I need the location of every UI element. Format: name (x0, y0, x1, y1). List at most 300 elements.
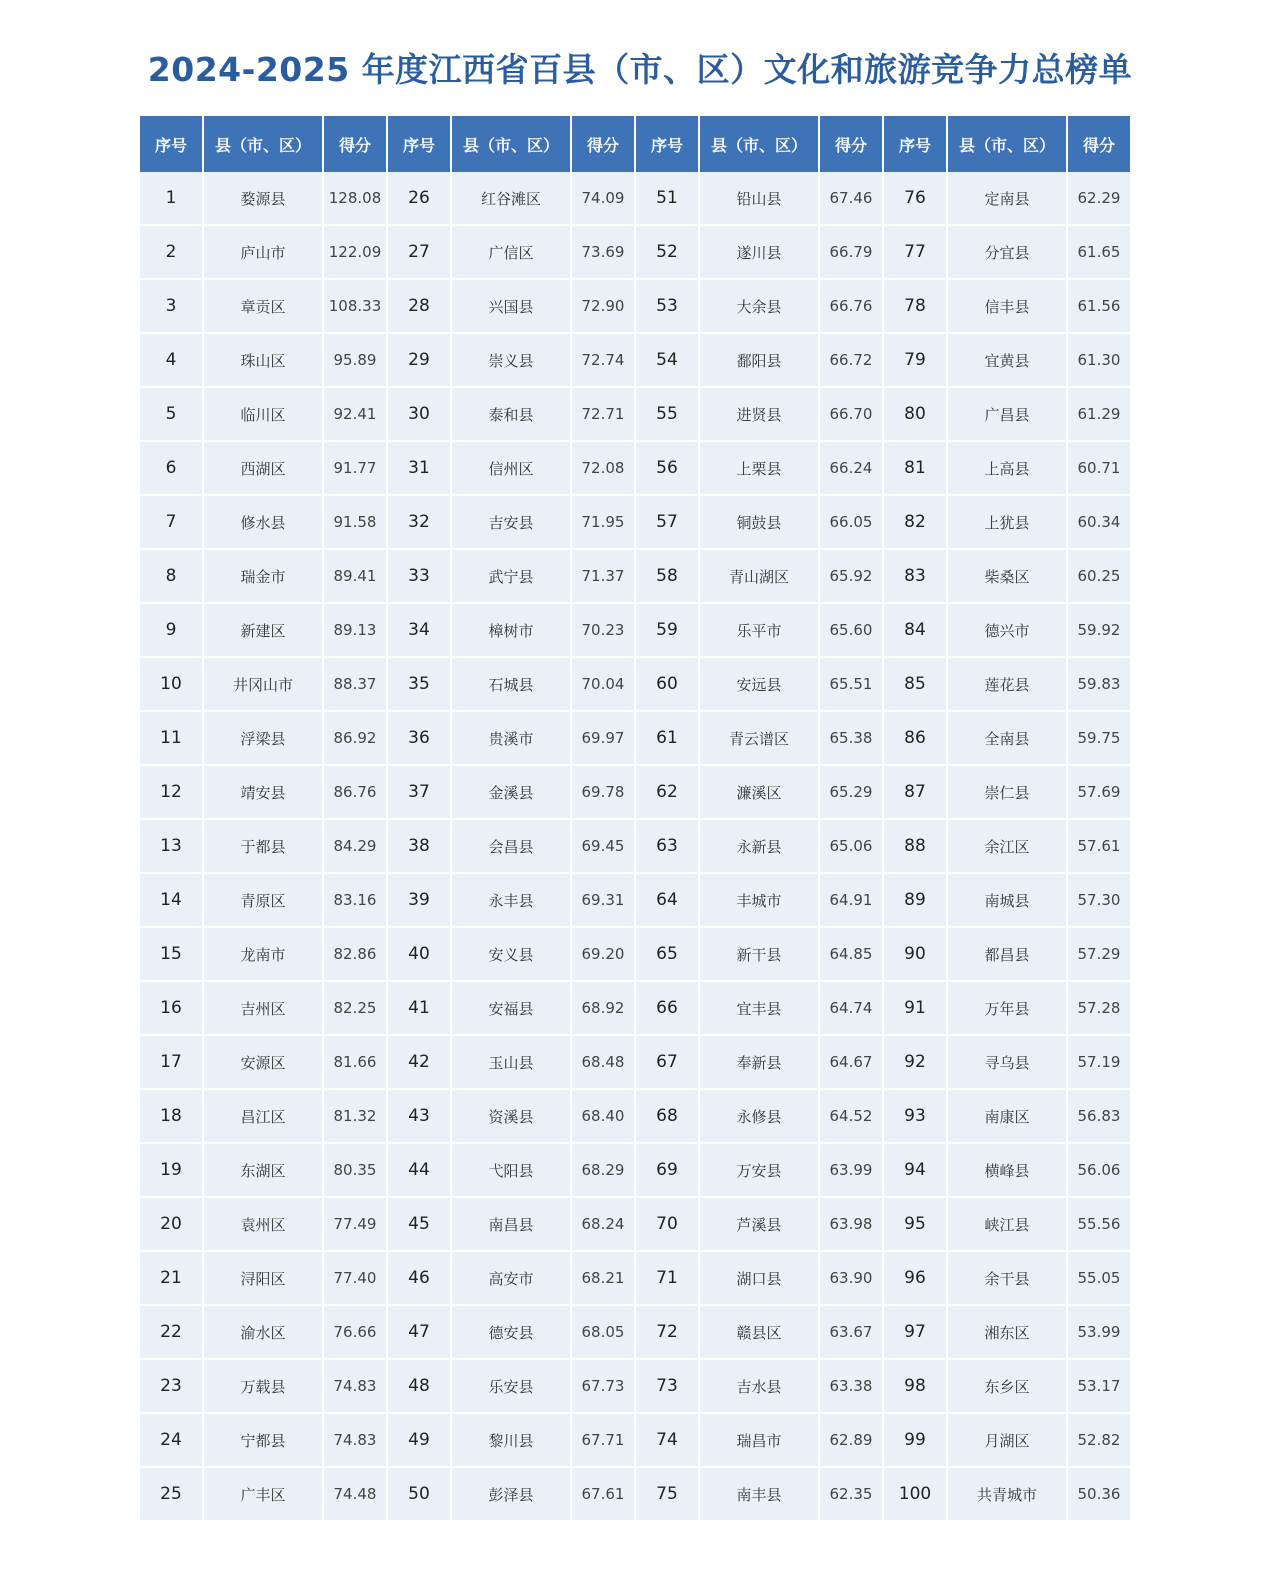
table-row (140, 334, 1130, 388)
score: 53.99 (1068, 1306, 1130, 1360)
score: 64.74 (820, 982, 882, 1036)
score: 77.40 (324, 1252, 386, 1306)
rank-number: 57 (636, 496, 698, 550)
table-row (140, 712, 1130, 766)
county-name: 上高县 (948, 442, 1066, 496)
score: 128.08 (324, 172, 386, 226)
county-name: 庐山市 (204, 226, 322, 280)
table-row (140, 172, 1130, 226)
score: 61.30 (1068, 334, 1130, 388)
county-name: 靖安县 (204, 766, 322, 820)
table-row (140, 820, 1130, 874)
score: 82.25 (324, 982, 386, 1036)
county-name: 寻乌县 (948, 1036, 1066, 1090)
score: 65.38 (820, 712, 882, 766)
score: 86.76 (324, 766, 386, 820)
rank-number: 28 (388, 280, 450, 334)
score: 57.61 (1068, 820, 1130, 874)
score: 88.37 (324, 658, 386, 712)
rank-number: 51 (636, 172, 698, 226)
score: 55.05 (1068, 1252, 1130, 1306)
score: 65.92 (820, 550, 882, 604)
score: 56.83 (1068, 1090, 1130, 1144)
header-no: 序号 (140, 116, 202, 172)
score: 67.73 (572, 1360, 634, 1414)
rank-number: 48 (388, 1360, 450, 1414)
county-name: 袁州区 (204, 1198, 322, 1252)
county-name: 青云谱区 (700, 712, 818, 766)
rank-number: 100 (884, 1468, 946, 1522)
rank-number: 86 (884, 712, 946, 766)
county-name: 红谷滩区 (452, 172, 570, 226)
rank-number: 47 (388, 1306, 450, 1360)
score: 64.91 (820, 874, 882, 928)
rank-number: 60 (636, 658, 698, 712)
county-name: 会昌县 (452, 820, 570, 874)
county-name: 东湖区 (204, 1144, 322, 1198)
county-name: 珠山区 (204, 334, 322, 388)
header-name: 县（市、区） (204, 116, 322, 172)
score: 74.83 (324, 1360, 386, 1414)
score: 65.51 (820, 658, 882, 712)
county-name: 浔阳区 (204, 1252, 322, 1306)
table-row (140, 1468, 1130, 1522)
score: 92.41 (324, 388, 386, 442)
score: 62.89 (820, 1414, 882, 1468)
table-row (140, 388, 1130, 442)
rank-number: 68 (636, 1090, 698, 1144)
county-name: 横峰县 (948, 1144, 1066, 1198)
rank-number: 22 (140, 1306, 202, 1360)
score: 59.92 (1068, 604, 1130, 658)
score: 72.71 (572, 388, 634, 442)
score: 67.71 (572, 1414, 634, 1468)
header-no: 序号 (388, 116, 450, 172)
county-name: 共青城市 (948, 1468, 1066, 1522)
rank-number: 32 (388, 496, 450, 550)
county-name: 新建区 (204, 604, 322, 658)
table-row (140, 442, 1130, 496)
score: 69.20 (572, 928, 634, 982)
county-name: 井冈山市 (204, 658, 322, 712)
score: 65.06 (820, 820, 882, 874)
county-name: 章贡区 (204, 280, 322, 334)
rank-number: 34 (388, 604, 450, 658)
rank-number: 58 (636, 550, 698, 604)
score: 57.69 (1068, 766, 1130, 820)
county-name: 资溪县 (452, 1090, 570, 1144)
county-name: 德安县 (452, 1306, 570, 1360)
score: 66.24 (820, 442, 882, 496)
score: 71.37 (572, 550, 634, 604)
county-name: 柴桑区 (948, 550, 1066, 604)
county-name: 濂溪区 (700, 766, 818, 820)
county-name: 弋阳县 (452, 1144, 570, 1198)
score: 68.40 (572, 1090, 634, 1144)
score: 81.32 (324, 1090, 386, 1144)
score: 68.24 (572, 1198, 634, 1252)
rank-number: 78 (884, 280, 946, 334)
score: 53.17 (1068, 1360, 1130, 1414)
header-no: 序号 (884, 116, 946, 172)
rank-number: 5 (140, 388, 202, 442)
score: 63.99 (820, 1144, 882, 1198)
county-name: 南康区 (948, 1090, 1066, 1144)
county-name: 金溪县 (452, 766, 570, 820)
score: 68.92 (572, 982, 634, 1036)
score: 72.08 (572, 442, 634, 496)
rank-number: 49 (388, 1414, 450, 1468)
header-name: 县（市、区） (700, 116, 818, 172)
table-row (140, 496, 1130, 550)
rank-number: 95 (884, 1198, 946, 1252)
rank-number: 2 (140, 226, 202, 280)
rank-number: 59 (636, 604, 698, 658)
header-score: 得分 (820, 116, 882, 172)
county-name: 新干县 (700, 928, 818, 982)
rank-number: 83 (884, 550, 946, 604)
county-name: 昌江区 (204, 1090, 322, 1144)
rank-number: 64 (636, 874, 698, 928)
score: 69.45 (572, 820, 634, 874)
score: 91.58 (324, 496, 386, 550)
table-row (140, 1252, 1130, 1306)
county-name: 永修县 (700, 1090, 818, 1144)
rank-number: 17 (140, 1036, 202, 1090)
county-name: 瑞金市 (204, 550, 322, 604)
rank-number: 88 (884, 820, 946, 874)
county-name: 浮梁县 (204, 712, 322, 766)
page-title: 2024-2025 年度江西省百县（市、区）文化和旅游竞争力总榜单 (147, 50, 1133, 89)
table-row (140, 226, 1130, 280)
county-name: 赣县区 (700, 1306, 818, 1360)
table-row (140, 1198, 1130, 1252)
table-row (140, 766, 1130, 820)
score: 89.13 (324, 604, 386, 658)
county-name: 德兴市 (948, 604, 1066, 658)
score: 55.56 (1068, 1198, 1130, 1252)
county-name: 崇义县 (452, 334, 570, 388)
county-name: 丰城市 (700, 874, 818, 928)
rank-number: 84 (884, 604, 946, 658)
score: 60.71 (1068, 442, 1130, 496)
rank-number: 36 (388, 712, 450, 766)
rank-number: 10 (140, 658, 202, 712)
rank-number: 30 (388, 388, 450, 442)
table-row (140, 928, 1130, 982)
rank-number: 44 (388, 1144, 450, 1198)
score: 57.29 (1068, 928, 1130, 982)
header-name: 县（市、区） (948, 116, 1066, 172)
score: 72.74 (572, 334, 634, 388)
score: 63.98 (820, 1198, 882, 1252)
county-name: 宜黄县 (948, 334, 1066, 388)
county-name: 安福县 (452, 982, 570, 1036)
rank-number: 1 (140, 172, 202, 226)
rank-number: 97 (884, 1306, 946, 1360)
table-row (140, 1144, 1130, 1198)
rank-number: 3 (140, 280, 202, 334)
rank-number: 90 (884, 928, 946, 982)
rank-number: 40 (388, 928, 450, 982)
rank-number: 31 (388, 442, 450, 496)
score: 57.30 (1068, 874, 1130, 928)
score: 65.60 (820, 604, 882, 658)
county-name: 全南县 (948, 712, 1066, 766)
table-row (140, 604, 1130, 658)
county-name: 南城县 (948, 874, 1066, 928)
score: 74.83 (324, 1414, 386, 1468)
county-name: 南丰县 (700, 1468, 818, 1522)
table-row (140, 1090, 1130, 1144)
rank-number: 70 (636, 1198, 698, 1252)
county-name: 芦溪县 (700, 1198, 818, 1252)
score: 76.66 (324, 1306, 386, 1360)
county-name: 进贤县 (700, 388, 818, 442)
rank-number: 9 (140, 604, 202, 658)
county-name: 安义县 (452, 928, 570, 982)
ranking-body (140, 172, 1130, 1522)
score: 67.46 (820, 172, 882, 226)
rank-number: 12 (140, 766, 202, 820)
rank-number: 80 (884, 388, 946, 442)
table-row (140, 1414, 1130, 1468)
score: 63.38 (820, 1360, 882, 1414)
rank-number: 42 (388, 1036, 450, 1090)
header-row (140, 116, 1130, 172)
county-name: 安源区 (204, 1036, 322, 1090)
rank-number: 50 (388, 1468, 450, 1522)
rank-number: 75 (636, 1468, 698, 1522)
county-name: 万安县 (700, 1144, 818, 1198)
score: 73.69 (572, 226, 634, 280)
score: 71.95 (572, 496, 634, 550)
rank-number: 21 (140, 1252, 202, 1306)
rank-number: 63 (636, 820, 698, 874)
county-name: 分宜县 (948, 226, 1066, 280)
score: 59.83 (1068, 658, 1130, 712)
score: 61.56 (1068, 280, 1130, 334)
score: 60.25 (1068, 550, 1130, 604)
rank-number: 4 (140, 334, 202, 388)
score: 69.97 (572, 712, 634, 766)
county-name: 信州区 (452, 442, 570, 496)
score: 57.19 (1068, 1036, 1130, 1090)
score: 64.85 (820, 928, 882, 982)
county-name: 彭泽县 (452, 1468, 570, 1522)
rank-number: 94 (884, 1144, 946, 1198)
county-name: 信丰县 (948, 280, 1066, 334)
score: 74.48 (324, 1468, 386, 1522)
county-name: 武宁县 (452, 550, 570, 604)
county-name: 余江区 (948, 820, 1066, 874)
county-name: 玉山县 (452, 1036, 570, 1090)
county-name: 樟树市 (452, 604, 570, 658)
county-name: 吉安县 (452, 496, 570, 550)
county-name: 都昌县 (948, 928, 1066, 982)
rank-number: 13 (140, 820, 202, 874)
score: 66.05 (820, 496, 882, 550)
score: 61.29 (1068, 388, 1130, 442)
county-name: 广丰区 (204, 1468, 322, 1522)
county-name: 乐安县 (452, 1360, 570, 1414)
score: 62.35 (820, 1468, 882, 1522)
rank-number: 39 (388, 874, 450, 928)
score: 56.06 (1068, 1144, 1130, 1198)
rank-number: 24 (140, 1414, 202, 1468)
score: 68.21 (572, 1252, 634, 1306)
rank-number: 82 (884, 496, 946, 550)
county-name: 上栗县 (700, 442, 818, 496)
county-name: 上犹县 (948, 496, 1066, 550)
ranking-table (138, 116, 1132, 1522)
rank-number: 35 (388, 658, 450, 712)
county-name: 瑞昌市 (700, 1414, 818, 1468)
county-name: 黎川县 (452, 1414, 570, 1468)
table-row (140, 1036, 1130, 1090)
county-name: 永新县 (700, 820, 818, 874)
score: 68.29 (572, 1144, 634, 1198)
county-name: 永丰县 (452, 874, 570, 928)
rank-number: 6 (140, 442, 202, 496)
county-name: 铜鼓县 (700, 496, 818, 550)
score: 60.34 (1068, 496, 1130, 550)
rank-number: 73 (636, 1360, 698, 1414)
county-name: 定南县 (948, 172, 1066, 226)
county-name: 遂川县 (700, 226, 818, 280)
county-name: 万载县 (204, 1360, 322, 1414)
score: 84.29 (324, 820, 386, 874)
rank-number: 54 (636, 334, 698, 388)
rank-number: 14 (140, 874, 202, 928)
table-row (140, 874, 1130, 928)
rank-number: 71 (636, 1252, 698, 1306)
county-name: 莲花县 (948, 658, 1066, 712)
rank-number: 19 (140, 1144, 202, 1198)
score: 122.09 (324, 226, 386, 280)
header-name: 县（市、区） (452, 116, 570, 172)
county-name: 高安市 (452, 1252, 570, 1306)
rank-number: 96 (884, 1252, 946, 1306)
rank-number: 52 (636, 226, 698, 280)
county-name: 南昌县 (452, 1198, 570, 1252)
score: 70.04 (572, 658, 634, 712)
county-name: 乐平市 (700, 604, 818, 658)
rank-number: 87 (884, 766, 946, 820)
score: 50.36 (1068, 1468, 1130, 1522)
score: 91.77 (324, 442, 386, 496)
score: 62.29 (1068, 172, 1130, 226)
score: 66.70 (820, 388, 882, 442)
county-name: 修水县 (204, 496, 322, 550)
score: 61.65 (1068, 226, 1130, 280)
header-score: 得分 (324, 116, 386, 172)
score: 68.48 (572, 1036, 634, 1090)
table-row (140, 982, 1130, 1036)
score: 67.61 (572, 1468, 634, 1522)
rank-number: 65 (636, 928, 698, 982)
rank-number: 7 (140, 496, 202, 550)
rank-number: 98 (884, 1360, 946, 1414)
rank-number: 79 (884, 334, 946, 388)
rank-number: 33 (388, 550, 450, 604)
county-name: 铅山县 (700, 172, 818, 226)
rank-number: 26 (388, 172, 450, 226)
rank-number: 77 (884, 226, 946, 280)
score: 89.41 (324, 550, 386, 604)
score: 80.35 (324, 1144, 386, 1198)
county-name: 于都县 (204, 820, 322, 874)
county-name: 崇仁县 (948, 766, 1066, 820)
county-name: 鄱阳县 (700, 334, 818, 388)
score: 64.52 (820, 1090, 882, 1144)
score: 77.49 (324, 1198, 386, 1252)
county-name: 兴国县 (452, 280, 570, 334)
rank-number: 72 (636, 1306, 698, 1360)
score: 69.78 (572, 766, 634, 820)
county-name: 渝水区 (204, 1306, 322, 1360)
county-name: 广昌县 (948, 388, 1066, 442)
county-name: 奉新县 (700, 1036, 818, 1090)
score: 64.67 (820, 1036, 882, 1090)
score: 69.31 (572, 874, 634, 928)
rank-number: 18 (140, 1090, 202, 1144)
county-name: 临川区 (204, 388, 322, 442)
score: 108.33 (324, 280, 386, 334)
header-score: 得分 (572, 116, 634, 172)
rank-number: 62 (636, 766, 698, 820)
rank-number: 76 (884, 172, 946, 226)
rank-number: 25 (140, 1468, 202, 1522)
county-name: 峡江县 (948, 1198, 1066, 1252)
rank-number: 41 (388, 982, 450, 1036)
table-row (140, 1360, 1130, 1414)
table-row (140, 280, 1130, 334)
county-name: 月湖区 (948, 1414, 1066, 1468)
county-name: 吉州区 (204, 982, 322, 1036)
rank-number: 27 (388, 226, 450, 280)
score: 70.23 (572, 604, 634, 658)
county-name: 青山湖区 (700, 550, 818, 604)
rank-number: 66 (636, 982, 698, 1036)
rank-number: 69 (636, 1144, 698, 1198)
county-name: 大余县 (700, 280, 818, 334)
header-score: 得分 (1068, 116, 1130, 172)
county-name: 贵溪市 (452, 712, 570, 766)
rank-number: 16 (140, 982, 202, 1036)
rank-number: 53 (636, 280, 698, 334)
score: 63.90 (820, 1252, 882, 1306)
table-row (140, 1306, 1130, 1360)
score: 68.05 (572, 1306, 634, 1360)
rank-number: 67 (636, 1036, 698, 1090)
county-name: 广信区 (452, 226, 570, 280)
rank-number: 91 (884, 982, 946, 1036)
score: 57.28 (1068, 982, 1130, 1036)
rank-number: 45 (388, 1198, 450, 1252)
score: 74.09 (572, 172, 634, 226)
county-name: 万年县 (948, 982, 1066, 1036)
rank-number: 8 (140, 550, 202, 604)
score: 83.16 (324, 874, 386, 928)
score: 52.82 (1068, 1414, 1130, 1468)
county-name: 石城县 (452, 658, 570, 712)
score: 72.90 (572, 280, 634, 334)
rank-number: 38 (388, 820, 450, 874)
county-name: 安远县 (700, 658, 818, 712)
rank-number: 43 (388, 1090, 450, 1144)
rank-number: 81 (884, 442, 946, 496)
